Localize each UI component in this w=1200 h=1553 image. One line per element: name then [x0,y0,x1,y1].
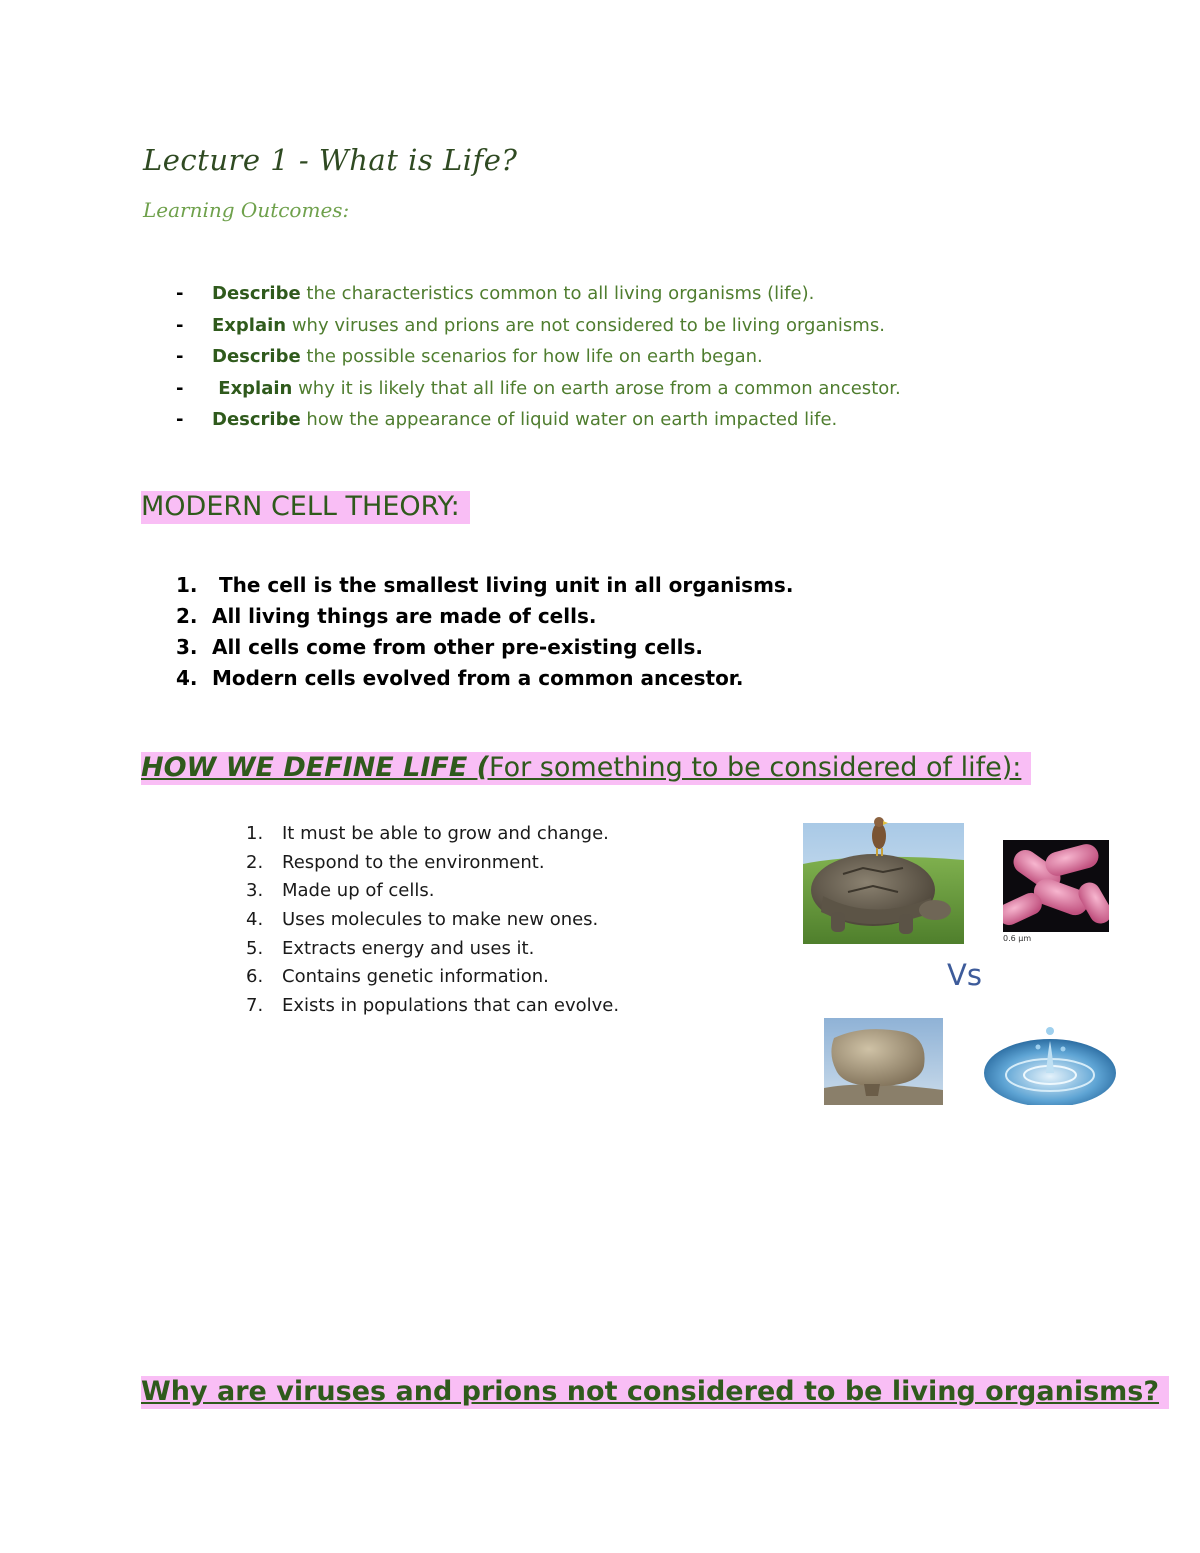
item-number: 3. [176,635,198,659]
learning-outcomes-list [176,278,901,436]
define-text: Uses molecules to make new ones. [282,909,599,931]
outcome-verb: Explain [212,314,287,336]
bullet-dash: - [176,377,184,399]
item-number: 4. [176,666,198,690]
define-life-heading [141,752,1031,785]
tortoise-hawk-image [803,812,964,944]
bacteria-illustration [1003,840,1109,932]
outcome-verb: Describe [212,409,301,430]
bullet-dash: - [176,314,184,336]
lecture-title: Lecture 1 - What is Life? [143,143,518,177]
scale-bar-label: 0.6 µm [1003,934,1032,943]
define-life-heading-emphasis: HOW WE DEFINE LIFE ( [141,752,490,783]
define-text: Made up of cells. [282,880,435,902]
theory-item [176,601,793,632]
define-life-heading-rest: For something to be considered of life): [489,752,1022,783]
outcome-verb: Explain [212,377,293,399]
versus-label: Vs [947,958,982,992]
outcome-item [176,404,901,436]
outcome-text: why viruses and prions are not considered to be living organisms. [286,314,885,336]
water-droplet-image [984,1017,1117,1105]
theory-text: All living things are made of cells. [212,604,597,628]
outcome-item [176,310,901,342]
rock-illustration [824,1018,943,1105]
bullet-dash: - [176,409,184,430]
bullet-dash: - [176,346,184,367]
bacteria-image [1003,840,1109,932]
theory-text: All cells come from other pre-existing cells. [212,635,703,659]
outcome-verb: Describe [212,283,301,304]
outcome-item [176,278,901,310]
rock-image [824,1018,943,1105]
theory-item [176,570,793,601]
theory-item [176,663,793,694]
define-text: It must be able to grow and change. [282,823,609,844]
cell-theory-heading: MODERN CELL THEORY: [141,491,470,524]
item-number: 5. [246,937,264,959]
item-number: 6. [246,966,264,988]
cell-theory-list [176,570,793,694]
define-item [246,963,619,992]
define-item [246,906,619,935]
theory-text: The cell is the smallest living unit in all organisms. [212,573,794,597]
item-number: 7. [246,995,264,1017]
define-text: Exists in populations that can evolve. [282,995,620,1017]
define-text: Respond to the environment. [282,851,545,873]
define-text: Extracts energy and uses it. [282,937,535,959]
item-number: 1. [246,823,264,844]
define-item [246,849,619,878]
item-number: 3. [246,880,264,902]
bullet-dash: - [176,283,184,304]
define-item [246,992,619,1021]
item-number: 1. [176,573,198,597]
item-number: 2. [176,604,198,628]
define-item [246,877,619,906]
define-item [246,820,619,849]
outcome-text: why it is likely that all life on earth arose from a common ancestor. [292,377,901,399]
outcome-text: how the appearance of liquid water on earth impacted life. [300,409,838,430]
tortoise-hawk-illustration [803,812,964,944]
learning-outcomes-label: Learning Outcomes: [143,198,350,222]
define-life-list [246,820,619,1021]
water-droplet-illustration [984,1017,1117,1105]
outcome-text: the possible scenarios for how life on earth began. [300,346,763,367]
item-number: 2. [246,851,264,873]
viruses-prions-heading: Why are viruses and prions not considered to be living organisms? [141,1376,1169,1409]
outcome-text: the characteristics common to all living organisms (life). [300,283,815,304]
outcome-verb: Describe [212,346,301,367]
theory-item [176,632,793,663]
outcome-item [176,341,901,373]
theory-text: Modern cells evolved from a common ancestor. [212,666,744,690]
item-number: 4. [246,909,264,931]
define-item [246,935,619,964]
define-text: Contains genetic information. [282,966,549,988]
outcome-item [176,373,901,405]
